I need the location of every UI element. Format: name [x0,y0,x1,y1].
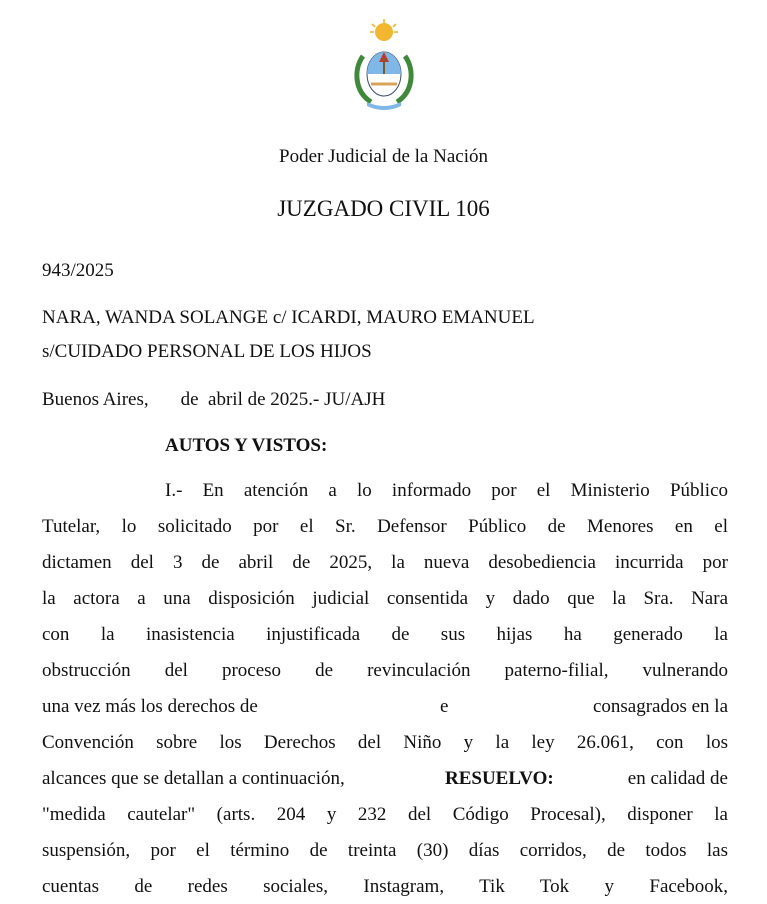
institution-name: Poder Judicial de la Nación [279,146,488,167]
body-line-7c: consagrados en la [592,696,728,717]
body-line-8: Convención sobre los Derechos del Niño y la ley 26.061, con los [42,732,728,753]
body-line-7b: e [440,696,449,717]
body-line-9c: en calidad de [627,768,728,789]
body-line-1: I.- En atención a lo informado por el Ministerio Público [165,480,728,501]
case-number: 943/2025 [42,260,114,281]
date-line [42,388,385,412]
ribbon-icon [367,102,401,110]
case-parties-line-1: NARA, WANDA SOLANGE c/ ICARDI, MAURO EMANUEL [42,307,535,328]
case-parties-line-2: s/CUIDADO PERSONAL DE LOS HIJOS [42,341,372,362]
body-line-3: dictamen del 3 de abril de 2025, la nueva desobediencia incurrida por [42,552,728,573]
coat-of-arms-logo [349,18,419,116]
body-line-11: suspensión, por el término de treinta (30) días corridos, de todos las [42,840,728,861]
section-title: AUTOS Y VISTOS: [165,435,328,456]
sun-icon [370,19,398,41]
body-line-7 [42,695,728,719]
body-line-9 [42,767,728,791]
body-line-4: la actora a una disposición judicial consentida y dado que la Sra. Nara [42,588,728,609]
body-line-12: cuentas de redes sociales, Instagram, Tik Tok y Facebook, [42,876,728,897]
court-name: JUZGADO CIVIL 106 [277,196,490,221]
body-line-9a: alcances que se detallan a continuación, [42,768,345,789]
body-line-10: "medida cautelar" (arts. 204 y 232 del Código Procesal), disponer la [42,804,728,825]
body-line-2: Tutelar, lo solicitado por el Sr. Defensor Público de Menores en el [42,516,728,537]
date-city: Buenos Aires, [42,389,149,410]
body-line-6: obstrucción del proceso de revinculación paterno-filial, vulnerando [42,660,728,681]
body-line-5: con la inasistencia injustificada de sus hijas ha generado la [42,624,728,645]
date-rest: de abril de 2025.- JU/AJH [180,389,386,410]
body-line-7a: una vez más los derechos de [42,696,258,717]
resuelvo-keyword: RESUELVO: [445,768,554,789]
shield-icon [367,52,401,96]
